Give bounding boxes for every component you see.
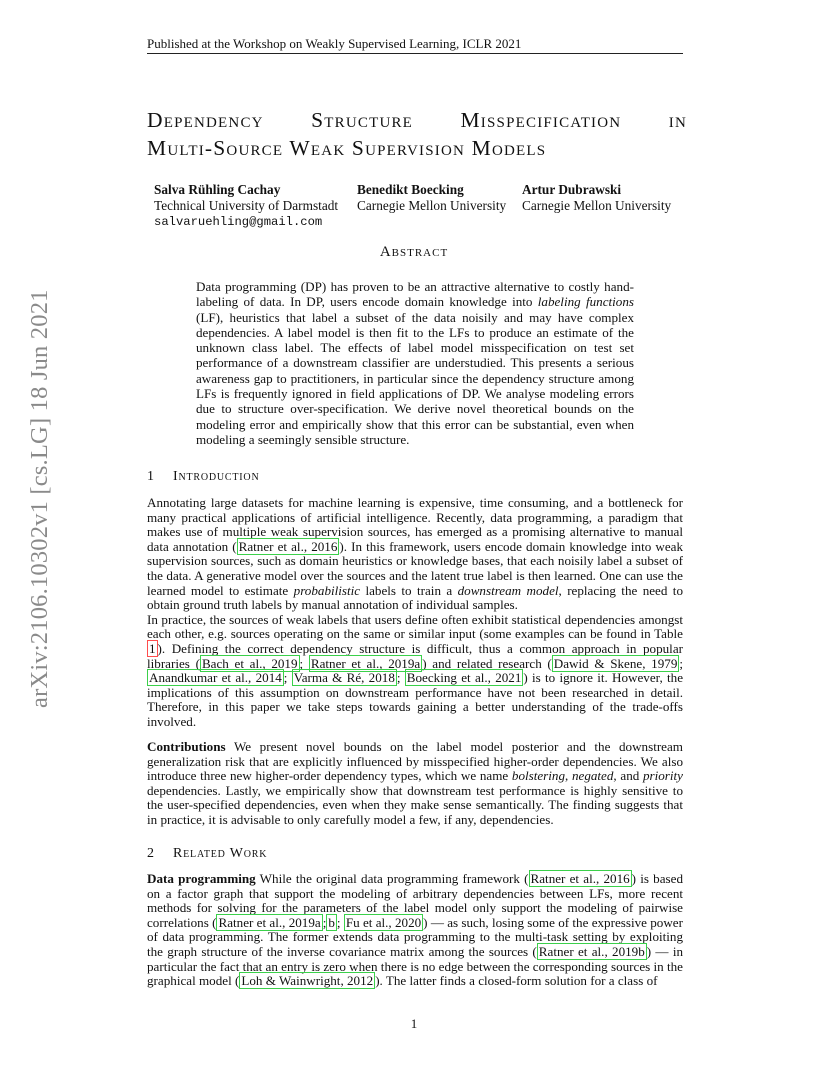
citation-link[interactable]: Varma & Ré, 2018 <box>293 670 395 686</box>
citation-link[interactable]: Ratner et al., 2016 <box>238 538 338 554</box>
paragraph-label: Data programming <box>147 871 256 886</box>
author-name: Benedikt Boecking <box>357 182 464 197</box>
header-rule <box>147 53 683 54</box>
citation-link[interactable]: Loh & Wainwright, 2012 <box>241 973 374 989</box>
citation-link[interactable]: b <box>328 914 335 930</box>
section-number: 1 <box>147 469 155 484</box>
citation-link[interactable]: Dawid & Skene, 1979 <box>553 655 678 671</box>
author-block <box>154 182 338 230</box>
section-heading-introduction <box>147 469 259 485</box>
author-email[interactable]: salvaruehling@gmail.com <box>154 215 323 229</box>
citation-link[interactable]: Anandkumar et al., 2014 <box>149 670 282 686</box>
related-work-paragraph: Data programming While the original data programming framework ( Ratner et al., 2016 ) is based on a factor graph that support the modeling of arbitrary dependencies between LFs, more recent methods for solving for the parameters of the label model only support the modeling of pairwise correlations ( Ratner et al., 2019a ; b ; Fu et al., 2020 ) — as such, losing some of the expressive power of data programming. The former extends data programming to the multi-task setting by exploiting the graph structure of the inverse covariance matrix among the sources ( Ratner et al., 2019b ) — in particular the fact that an entry is zero when there is no edge between the corresponding sources in the graphical model ( Loh & Wainwright, 2012 ). The latter finds a closed-form solution for a class of <box>147 871 684 989</box>
running-header: Published at the Workshop on Weakly Supervised Learning, ICLR 2021 <box>147 36 522 51</box>
author-block <box>357 182 506 214</box>
citation-link[interactable]: Ratner et al., 2019b <box>538 943 645 959</box>
author-affiliation: Carnegie Mellon University <box>522 198 672 213</box>
section-number: 2 <box>147 846 155 861</box>
title-line-2: Multi-Source Weak Supervision Models <box>147 136 547 160</box>
title-word: in <box>668 108 687 132</box>
section-heading-related-work <box>147 846 267 862</box>
page-number: 1 <box>410 1016 418 1031</box>
citation-link[interactable]: Bach et al., 2019 <box>201 655 298 671</box>
author-affiliation: Technical University of Darmstadt <box>154 198 339 213</box>
paragraph-label: Contributions <box>147 739 226 754</box>
author-name: Salva Rühling Cachay <box>154 182 281 197</box>
table-reference-link[interactable]: 1 <box>149 640 156 656</box>
abstract-heading: Abstract <box>379 244 449 260</box>
title-word: Structure <box>311 108 414 132</box>
citation-link[interactable]: Fu et al., 2020 <box>345 914 422 930</box>
abstract-body: Data programming (DP) has proven to be an attractive alternative to costly hand-labeling of data. In DP, users encode domain knowledge into labeling functions (LF), heuristics that label a subset of the data noisily and may have complex dependencies. A label model is then fit to the LFs to produce an estimate of the unknown class label. The effects of label model misspecification on test set performance of a downstream classifier are understudied. This presents a serious awareness gap to practitioners, in particular since the dependency structure among LFs is frequently ignored in field applications of DP. We analyse modeling errors due to structure over-specification. We derive novel theoretical bounds on the modeling error and empirically show that this error can be substantial, even when modeling a seemingly sensible structure. <box>196 279 634 447</box>
title-word: Dependency <box>147 108 264 132</box>
citation-link[interactable]: Ratner et al., 2016 <box>530 871 630 886</box>
author-name: Artur Dubrawski <box>522 182 622 197</box>
author-affiliation: Carnegie Mellon University <box>357 198 507 213</box>
section-title: Related Work <box>173 846 268 861</box>
title-line-1 <box>147 106 687 134</box>
author-block <box>522 182 671 214</box>
title-word: Misspecification <box>460 108 622 132</box>
citation-link[interactable]: Boecking et al., 2021 <box>406 670 522 686</box>
section-title: Introduction <box>173 469 260 484</box>
citation-link[interactable]: Ratner et al., 2019a <box>310 655 421 671</box>
arxiv-sidebar-stamp: arXiv:2106.10302v1 [cs.LG] 18 Jun 2021 <box>26 289 53 708</box>
intro-paragraph: Annotating large datasets for machine learning is expensive, time consuming, and a bottleneck for many practical applications of artificial intelligence. Recently, data programming, a paradigm that makes use of multiple weak supervision sources, has emerged as a promising alternative to manual data annotation ( Ratner et al., 2016 ). In this framework, users encode domain knowledge into weak supervision sources, such as domain heuristics or knowledge bases, that each noisily label a subset of the data. A generative model over the sources and the latent true label is then learned. One can use the learned model to estimate probabilistic labels to train a downstream model, replacing the need to obtain ground truth labels by manual annotation of individual samples. In practice, the sources of weak labels that users define often exhibit statistical dependencies amongst each other, e.g. sources operating on the same or similar input (some examples can be found in Table 1 ). Defining the correct dependency structure is difficult, thus a common approach in popular libraries ( Bach et al., 2019 ; Ratner et al., 2019a ) and related research ( Dawid & Skene, 1979 ; Anandkumar et al., 2014 ; Varma & Ré, 2018 ; Boecking et al., 2021 ) is to ignore it. However, the implications of this assumption on downstream performance have not been researched in detail. Therefore, in this paper we take steps towards gaining a better understanding of the trade-offs involved. <box>147 495 684 729</box>
contributions-paragraph: Contributions We present novel bounds on the label model posterior and the downstream generalization risk that are explicitly influenced by misspecified higher-order dependencies. We also introduce three new higher-order dependency types, which we name bolstering, negated, and priority dependencies. Lastly, we empirically show that downstream test performance is highly sensitive to the user-specified dependencies, even when they make sense semantically. The finding suggests that in practice, it is advisable to only carefully model a few, if any, dependencies. <box>147 739 683 827</box>
paper-title <box>147 106 687 162</box>
citation-link[interactable]: Ratner et al., 2019a <box>218 914 321 930</box>
